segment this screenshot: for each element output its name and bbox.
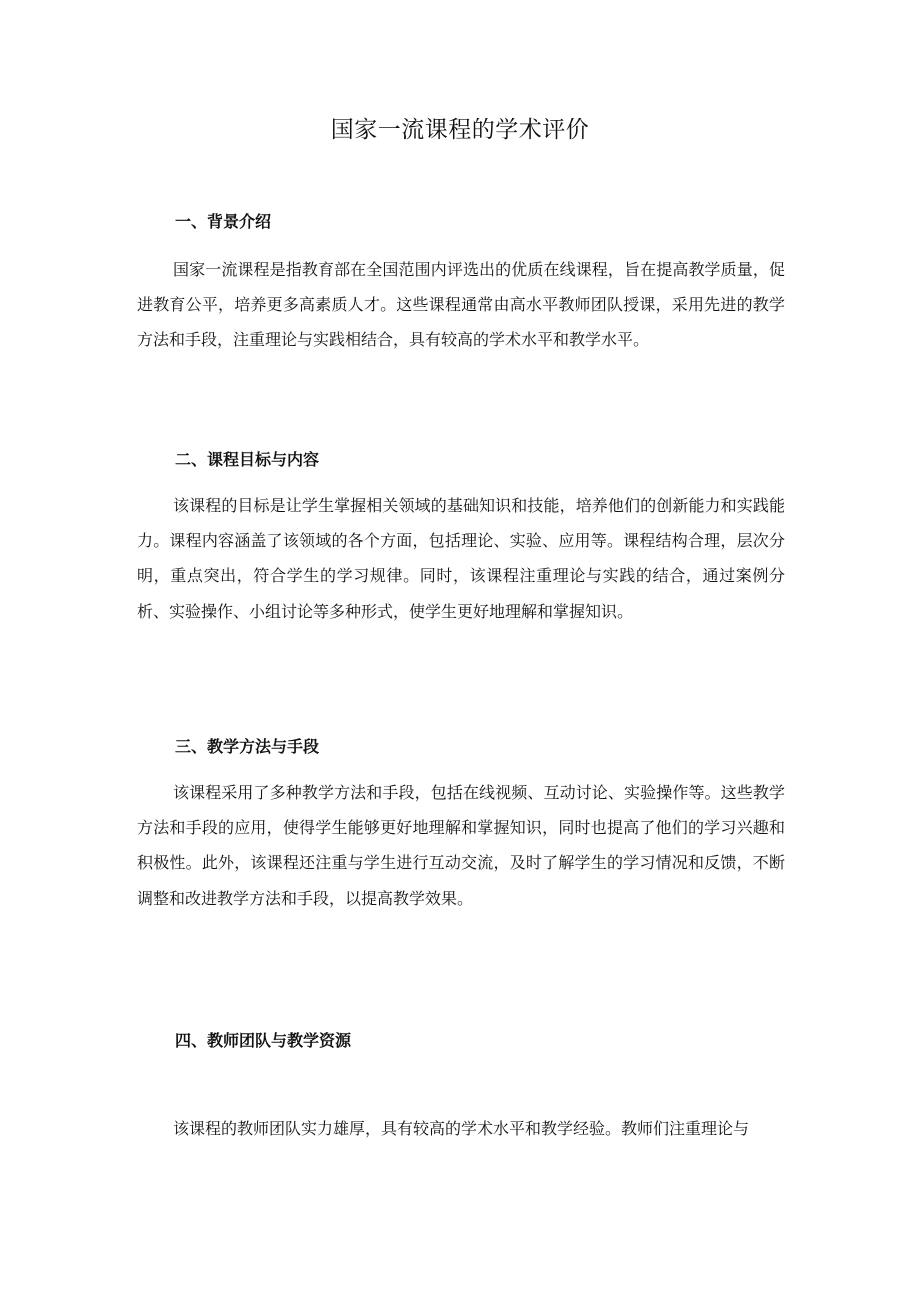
- section-heading-team-resources: 四、教师团队与教学资源: [175, 1031, 352, 1050]
- section-paragraph-team-resources: 该课程的教师团队实力雄厚，具有较高的学术水平和教学经验。教师们注重理论与: [173, 1119, 750, 1138]
- section-paragraph-background: 国家一流课程是指教育部在全国范围内评选出的优质在线课程，旨在提高教学质量，促进教育公平，培养更多高素质人才。这些课程通常由高水平教师团队授课，采用先进的教学方法和手段，注重理论与实践相结合，具有较高的学术水平和教学水平。: [137, 260, 785, 350]
- section-heading-background: 一、背景介绍: [175, 212, 272, 231]
- document-title: 国家一流课程的学术评价: [330, 117, 590, 143]
- section-paragraph-goals-content: 该课程的目标是让学生掌握相关领域的基础知识和技能，培养他们的创新能力和实践能力。课程内容涵盖了该领域的各个方面，包括理论、实验、应用等。课程结构合理，层次分明，重点突出，符合学生的学习规律。同时，该课程注重理论与实践的结合，通过案例分析、实验操作、小组讨论等多种形式，使学生更好地理解和掌握知识。: [137, 496, 785, 621]
- section-heading-goals-content: 二、课程目标与内容: [175, 450, 320, 469]
- section-paragraph-teaching-methods: 该课程采用了多种教学方法和手段，包括在线视频、互动讨论、实验操作等。这些教学方法和手段的应用，使得学生能够更好地理解和掌握知识，同时也提高了他们的学习兴趣和积极性。此外，该课程还注重与学生进行互动交流，及时了解学生的学习情况和反馈，不断调整和改进教学方法和手段，以提高教学效果。: [137, 783, 785, 908]
- section-heading-teaching-methods: 三、教学方法与手段: [175, 737, 320, 756]
